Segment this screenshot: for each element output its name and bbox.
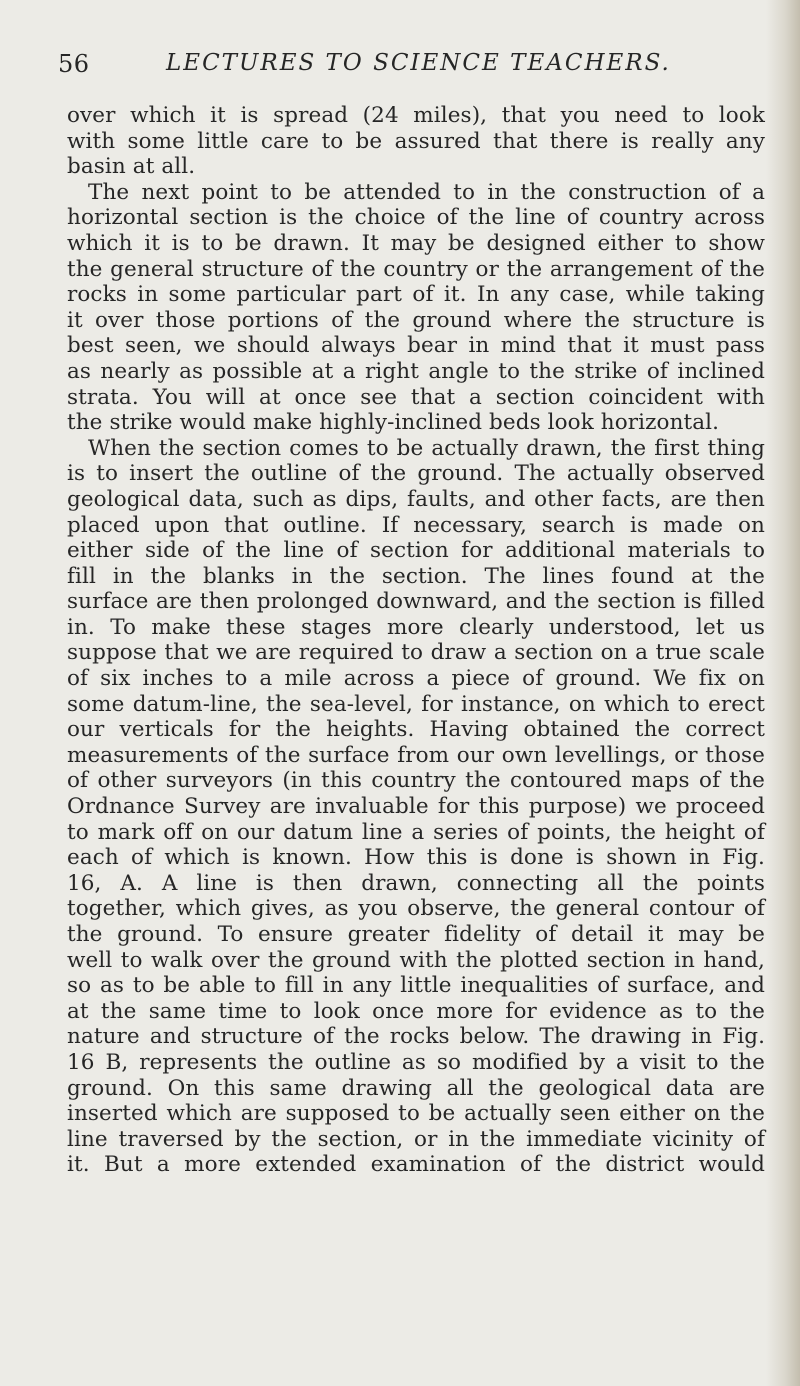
text-line: horizontal section is the choice of the line of country across <box>67 205 765 231</box>
text-line: 16, A. A line is then drawn, connecting all the points <box>67 870 765 896</box>
text-line: to mark off on our datum line a series of points, the height of <box>67 819 765 845</box>
text-line: geological data, such as dips, faults, and other facts, are then <box>67 486 765 512</box>
paragraph-start-line: The next point to be attended to in the construction of a <box>88 179 765 205</box>
text-line: as nearly as possible at a right angle to the strike of inclined <box>67 358 765 384</box>
text-line: in. To make these stages more clearly understood, let us <box>67 614 765 640</box>
text-line: it over those portions of the ground where the structure is <box>67 307 765 333</box>
text-line: of six inches to a mile across a piece of ground. We fix on <box>67 666 765 692</box>
text-line: each of which is known. How this is done is shown in Fig. <box>67 845 765 871</box>
text-line: Ordnance Survey are invaluable for this purpose) we proceed <box>67 794 765 820</box>
text-line: well to walk over the ground with the plotted section in hand, <box>67 947 765 973</box>
text-line: line traversed by the section, or in the immediate vicinity of <box>67 1126 765 1152</box>
text-line: best seen, we should always bear in mind that it must pass <box>67 333 765 359</box>
text-line: basin at all. <box>67 154 196 180</box>
text-line: suppose that we are required to draw a section on a true scale <box>67 640 765 666</box>
text-line: of other surveyors (in this country the contoured maps of the <box>67 768 765 794</box>
text-line: measurements of the surface from our own levellings, or those <box>67 742 765 768</box>
page-number: 56 <box>58 50 90 78</box>
text-line: rocks in some particular part of it. In any case, while taking <box>67 282 765 308</box>
page-edge-shadow <box>766 0 800 1386</box>
text-line: so as to be able to fill in any little inequalities of surface, and <box>67 973 765 999</box>
text-line: placed upon that outline. If necessary, search is made on <box>67 512 765 538</box>
text-line: the strike would make highly-inclined beds look horizontal. <box>67 410 720 436</box>
text-line: strata. You will at once see that a section coincident with <box>67 384 765 410</box>
running-title: LECTURES TO SCIENCE TEACHERS. <box>166 50 671 76</box>
text-line: together, which gives, as you observe, the general contour of <box>67 896 765 922</box>
text-line: nature and structure of the rocks below. The drawing in Fig. <box>67 1024 765 1050</box>
page-header <box>58 50 748 82</box>
paragraph-start-line: When the section comes to be actually drawn, the first thing <box>88 435 765 461</box>
text-line: either side of the line of section for additional materials to <box>67 538 765 564</box>
text-line: the general structure of the country or the arrangement of the <box>67 256 765 282</box>
text-line: 16 B, represents the outline as so modified by a visit to the <box>67 1049 765 1075</box>
text-line: with some little care to be assured that there is really any <box>67 128 765 154</box>
text-line: surface are then prolonged downward, and the section is filled <box>67 589 765 615</box>
text-line: is to insert the outline of the ground. The actually observed <box>67 461 765 487</box>
text-line: fill in the blanks in the section. The lines found at the <box>67 563 765 589</box>
text-line: some datum-line, the sea-level, for instance, on which to erect <box>67 691 765 717</box>
text-line: over which it is spread (24 miles), that you need to look <box>67 103 765 128</box>
text-line: our verticals for the heights. Having obtained the correct <box>67 717 765 743</box>
text-line: at the same time to look once more for evidence as to the <box>67 998 765 1024</box>
text-line: it. But a more extended examination of the district would <box>67 1152 765 1178</box>
text-line: which it is to be drawn. It may be designed either to show <box>67 230 765 256</box>
text-line: the ground. To ensure greater fidelity of detail it may be <box>67 922 765 947</box>
text-line: ground. On this same drawing all the geological data are <box>67 1075 765 1101</box>
body-text <box>67 103 765 1178</box>
text-line: inserted which are supposed to be actually seen either on the <box>67 1101 765 1127</box>
